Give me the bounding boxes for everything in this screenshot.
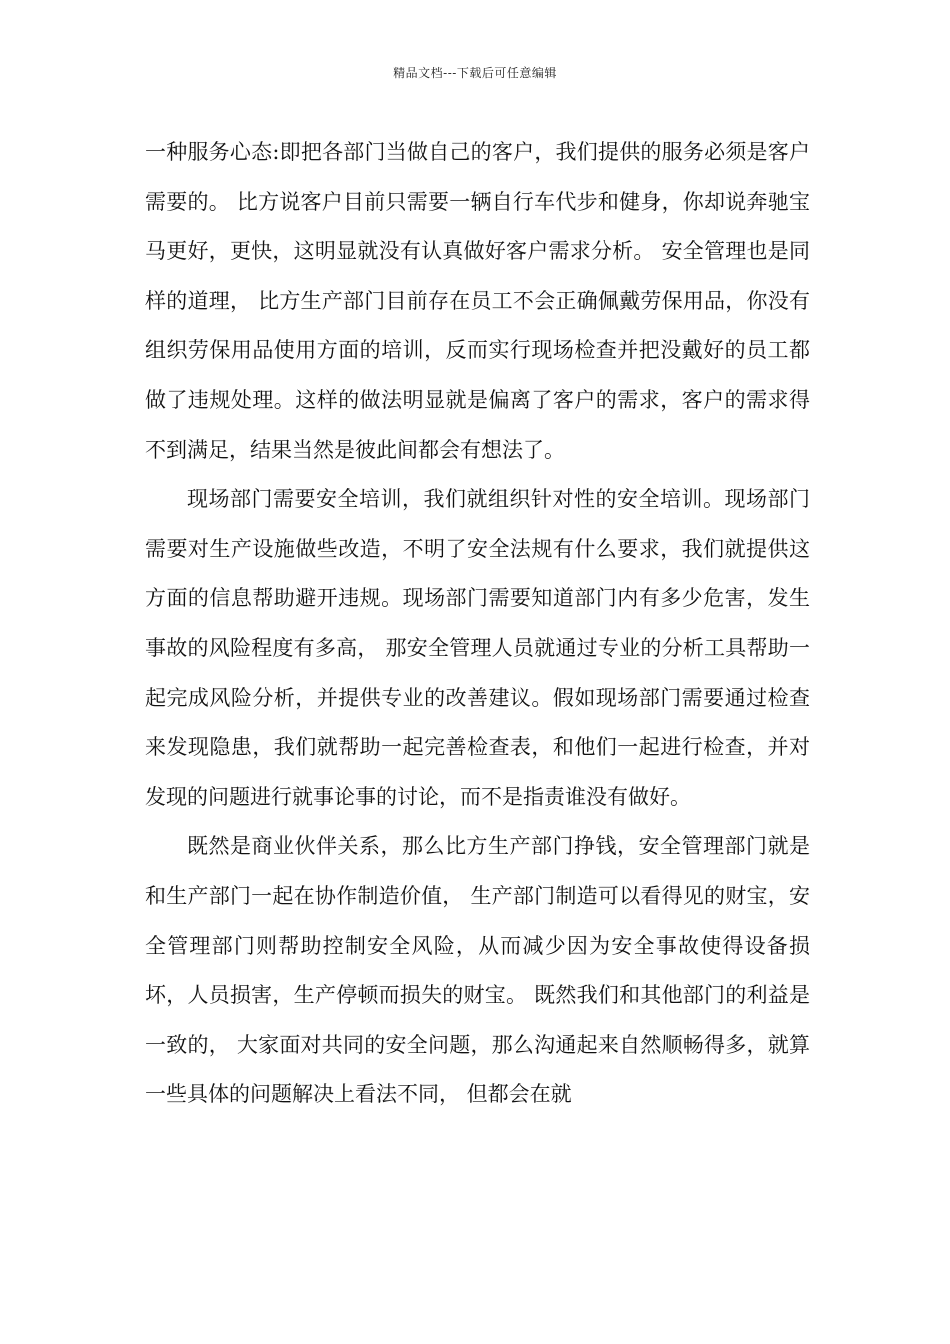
paragraph-3: 既然是商业伙伴关系，那么比方生产部门挣钱，安全管理部门就是和生产部门一起在协作制造价值， 生产部门制造可以看得见的财宝，安全管理部门则帮助控制安全风险，从而减少因为安全事故使得设备损坏，人员损害，生产停顿而损失的财宝。 既然我们和其他部门的利益是一致的， 大家面对共同的安全问题，那么沟通起来自然顺畅得多，就算一些具体的问题解决上看法不同， 但都会在就 xyxy=(145,834,810,1107)
document-body xyxy=(145,128,810,1120)
paragraph-2: 现场部门需要安全培训，我们就组织针对性的安全培训。现场部门需要对生产设施做些改造，不明了安全法规有什么要求，我们就提供这方面的信息帮助避开违规。现场部门需要知道部门内有多少危害，发生事故的风险程度有多高， 那安全管理人员就通过专业的分析工具帮助一起完成风险分析，并提供专业的改善建议。假如现场部门需要通过检查来发现隐患，我们就帮助一起完善检查表，和他们一起进行检查，并对发现的问题进行就事论事的讨论，而不是指责谁没有做好。 xyxy=(145,487,810,809)
page-header: 精品文档---下载后可任意编辑 xyxy=(393,66,557,80)
paragraph-1: 一种服务心态:即把各部门当做自己的客户，我们提供的服务必须是客户需要的。 比方说客户目前只需要一辆自行车代步和健身，你却说奔驰宝马更好，更快，这明显就没有认真做好客户需求分析。 安全管理也是同样的道理， 比方生产部门目前存在员工不会正确佩戴劳保用品，你没有组织劳保用品使用方面的培训，反而实行现场检查并把没戴好的员工都做了违规处理。这样的做法明显就是偏离了客户的需求，客户的需求得不到满足，结果当然是彼此间都会有想法了。 xyxy=(145,140,810,462)
